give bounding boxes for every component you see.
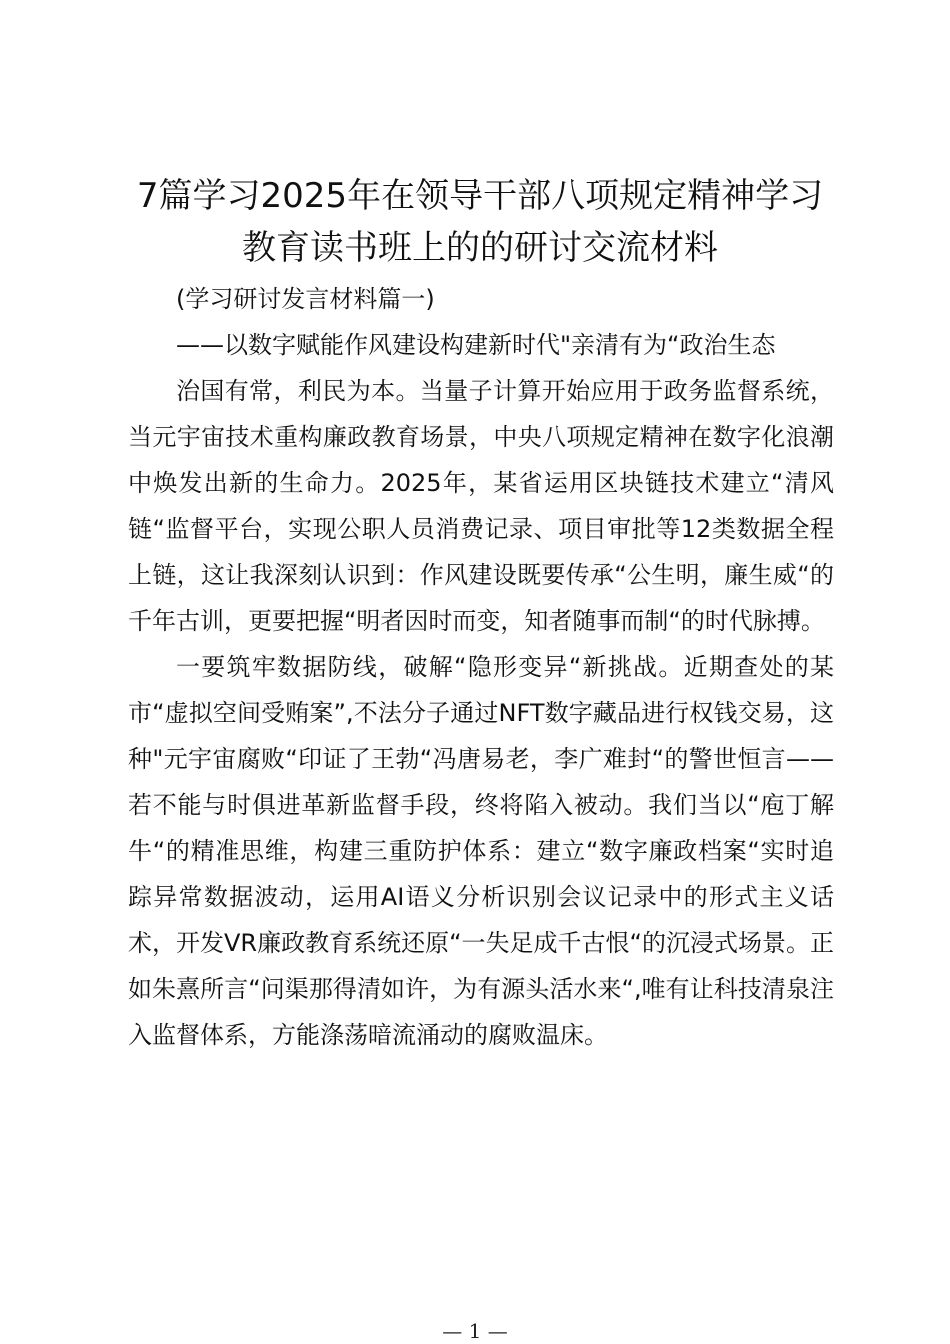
paragraph: 治国有常，利民为本。当量子计算开始应用于政务监督系统，当元宇宙技术重构廉政教育场景，中央八项规定精神在数字化浪潮中焕发出新的生命力。2025年，某省运用区块链技术建立“清风链“监督平台，实现公职人员消费记录、项目审批等12类数据全程上链，这让我深刻认识到：作风建设既要传承“公生明，廉生威“的千年古训，更要把握“明者因时而变，知者随事而制“的时代脉搏。 (128, 377, 834, 635)
paragraph: 一要筑牢数据防线，破解“隐形变异“新挑战。近期查处的某市“虚拟空间受贿案”,不法分子通过NFT数字藏品进行权钱交易，这种"元宇宙腐败“印证了王勃“冯唐易老，李广难封“的警世恒言——若不能与时俱进革新监督手段，终将陷入被动。我们当以“庖丁解牛“的精准思维，构建三重防护体系：建立“数字廉政档案“实时追踪异常数据波动，运用AI语义分析识别会议记录中的形式主义话术，开发VR廉政教育系统还原“一失足成千古恨“的沉浸式场景。正如朱熹所言“问渠那得清如许，为有源头活水来“,唯有让科技清泉注入监督体系，方能涤荡暗流涌动的腐败温床。 (128, 653, 834, 1049)
document-body (128, 276, 834, 1058)
section-theme: ——以数字赋能作风建设构建新时代"亲清有为“政治生态 (176, 331, 776, 359)
section-subtitle: (学习研讨发言材料篇一) (176, 285, 435, 313)
document-title: 7篇学习2025年在领导干部八项规定精神学习教育读书班上的的研讨交流材料 (136, 176, 824, 268)
page-number: — 1 — (442, 1319, 508, 1343)
